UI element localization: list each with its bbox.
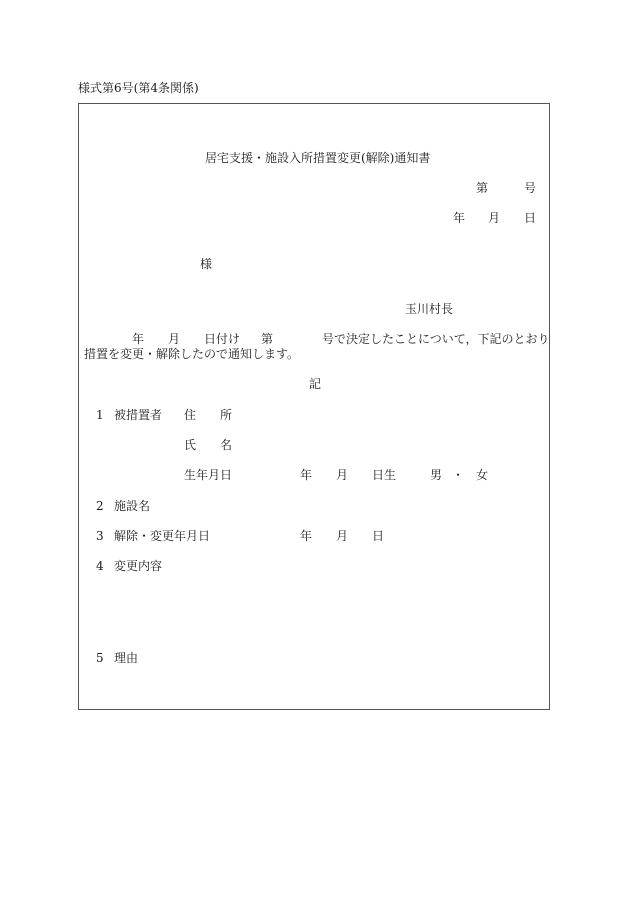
body-year: 年 <box>132 332 145 346</box>
body-rest: 号で決定したことについて，下記のとおり <box>322 332 550 346</box>
sender-name: 玉川村長 <box>405 302 454 316</box>
item2-number: 2 <box>96 499 104 513</box>
item1-dob-month: 月 <box>336 468 349 482</box>
item5-number: 5 <box>96 651 104 665</box>
date-month: 月 <box>488 211 501 225</box>
body-month: 月 <box>168 332 181 346</box>
number-go: 号 <box>524 181 537 195</box>
date-day: 日 <box>524 211 537 225</box>
item5-label: 理由 <box>114 651 139 665</box>
item3-year: 年 <box>300 529 313 543</box>
item1-dob-year: 年 <box>300 468 313 482</box>
form-label: 様式第6号(第4条関係) <box>78 81 199 95</box>
item1-female: 女 <box>476 468 489 482</box>
item1-dot: ・ <box>452 468 465 482</box>
ki-heading: 記 <box>309 377 322 391</box>
item1-label: 被措置者 <box>114 408 163 422</box>
item1-name-label: 氏 名 <box>184 438 233 452</box>
date-year: 年 <box>453 211 466 225</box>
item4-number: 4 <box>96 559 104 573</box>
body-dated: 日付け <box>204 332 241 346</box>
item1-number: 1 <box>96 408 104 422</box>
item3-day: 日 <box>372 529 385 543</box>
item4-label: 変更内容 <box>114 559 163 573</box>
body-dai: 第 <box>261 332 274 346</box>
item2-label: 施設名 <box>114 499 151 513</box>
number-dai: 第 <box>476 181 489 195</box>
body-line2: 措置を変更・解除したので通知します。 <box>84 347 300 361</box>
item1-male: 男 <box>430 468 443 482</box>
item3-number: 3 <box>96 529 104 543</box>
item1-dob-day: 日生 <box>372 468 397 482</box>
item3-month: 月 <box>336 529 349 543</box>
item1-address-label: 住 所 <box>184 408 233 422</box>
item3-label: 解除・変更年月日 <box>114 529 211 543</box>
document-title: 居宅支援・施設入所措置変更(解除)通知書 <box>205 151 431 165</box>
recipient-suffix: 様 <box>200 257 213 271</box>
item1-dob-label: 生年月日 <box>184 468 233 482</box>
